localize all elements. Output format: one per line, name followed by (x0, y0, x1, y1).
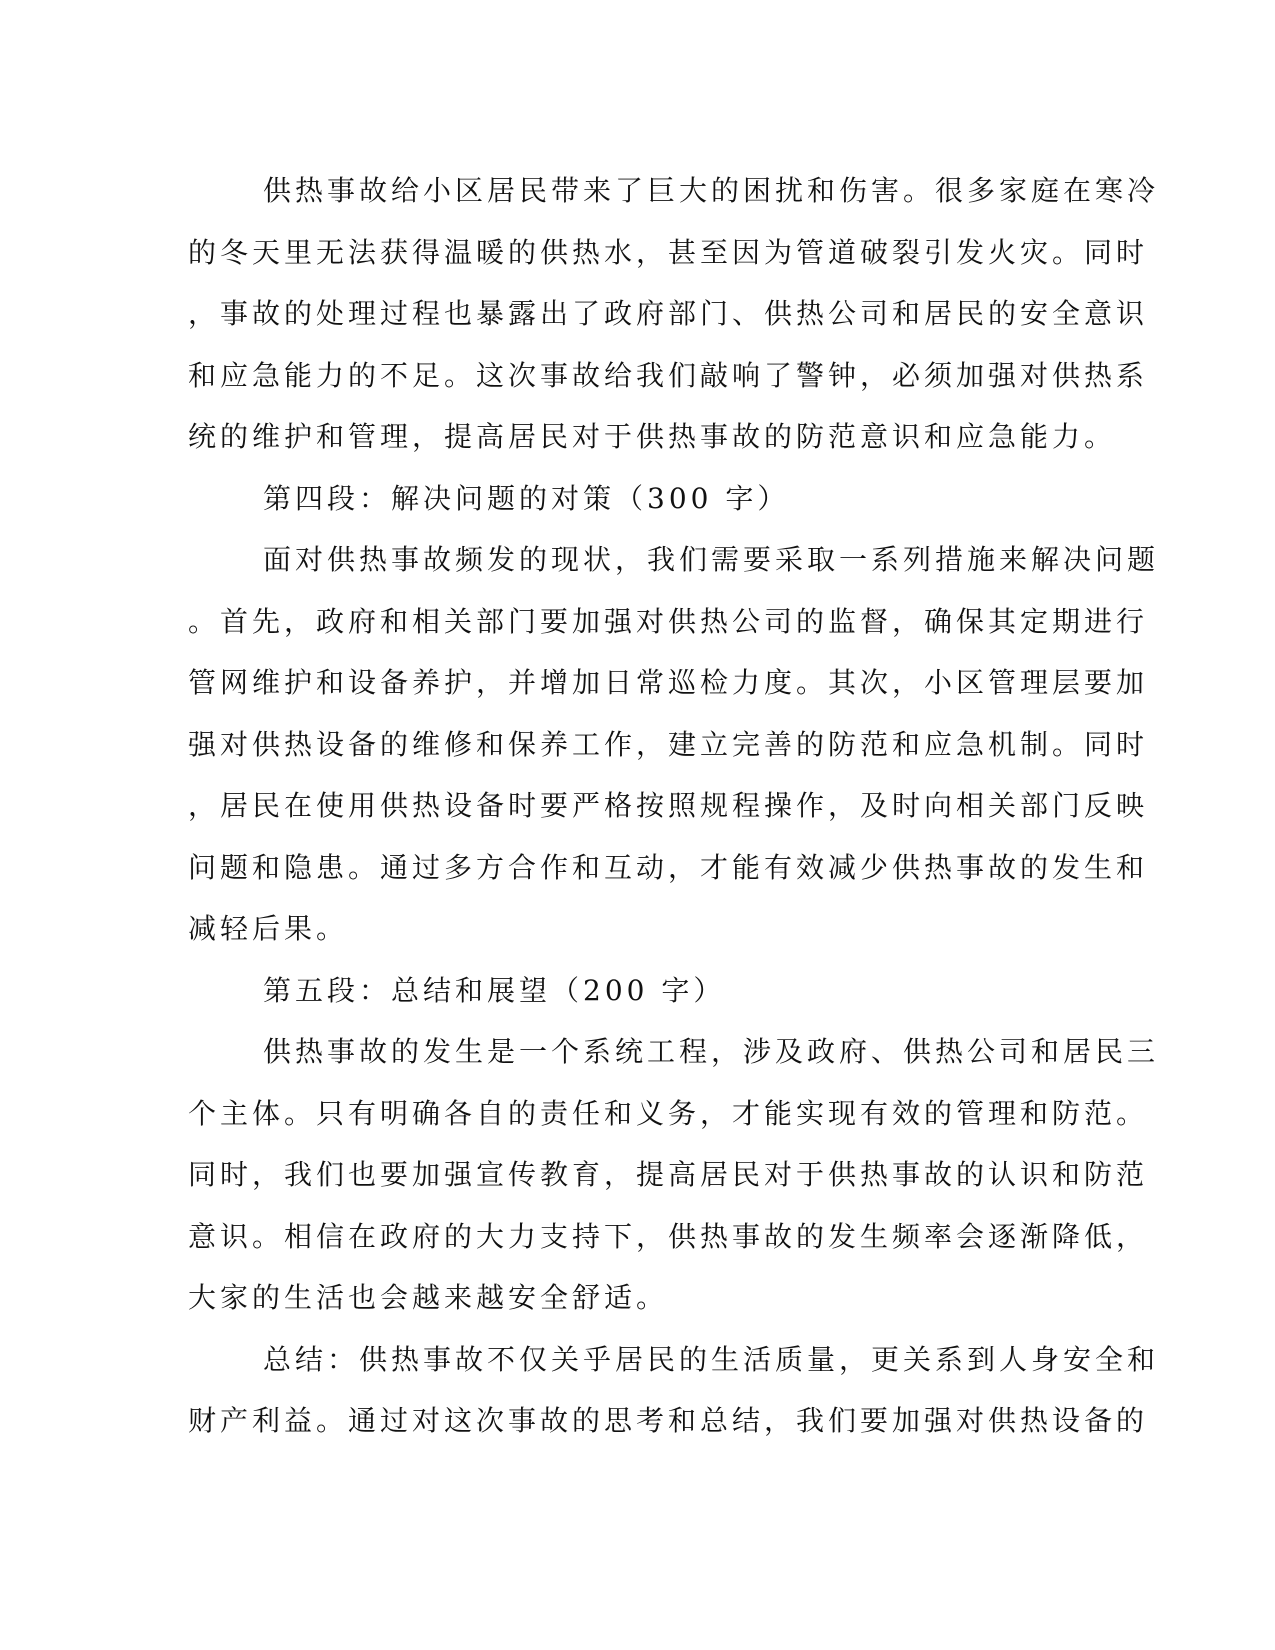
paragraph-line: 意识。相信在政府的大力支持下，供热事故的发生频率会逐渐降低， (188, 1219, 1149, 1253)
paragraph-line: ，事故的处理过程也暴露出了政府部门、供热公司和居民的安全意识 (188, 297, 1149, 330)
paragraph-line: 供热事故的发生是一个系统工程，涉及政府、供热公司和居民三 (263, 1035, 1160, 1068)
paragraph-line: 面对供热事故频发的现状，我们需要采取一系列措施来解决问题 (263, 543, 1160, 576)
section-heading: 第五段：总结和展望（200 字） (263, 973, 726, 1007)
section-heading: 第四段：解决问题的对策（300 字） (263, 481, 790, 515)
paragraph-line: 强对供热设备的维修和保养工作，建立完善的防范和应急机制。同时 (188, 727, 1149, 761)
paragraph-line: 的冬天里无法获得温暖的供热水，甚至因为管道破裂引发火灾。同时 (188, 235, 1149, 269)
summary-line: 总结：供热事故不仅关乎居民的生活质量，更关系到人身安全和 (263, 1342, 1160, 1376)
paragraph-line: 管网维护和设备养护，并增加日常巡检力度。其次，小区管理层要加 (188, 666, 1149, 699)
paragraph-line: 统的维护和管理，提高居民对于供热事故的防范意识和应急能力。 (188, 420, 1117, 453)
paragraph-line: 减轻后果。 (188, 912, 349, 945)
paragraph-line: 大家的生活也会越来越安全舒适。 (188, 1281, 669, 1314)
paragraph-line: 问题和隐患。通过多方合作和互动，才能有效减少供热事故的发生和 (188, 850, 1149, 884)
paragraph-line: 和应急能力的不足。这次事故给我们敲响了警钟，必须加强对供热系 (188, 358, 1149, 392)
paragraph-line: 。首先，政府和相关部门要加强对供热公司的监督，确保其定期进行 (188, 604, 1149, 638)
paragraph-line: 个主体。只有明确各自的责任和义务，才能实现有效的管理和防范。 (188, 1096, 1149, 1130)
paragraph-line: 同时，我们也要加强宣传教育，提高居民对于供热事故的认识和防范 (188, 1158, 1149, 1191)
document-body (188, 160, 1160, 1452)
summary-line: 财产利益。通过对这次事故的思考和总结，我们要加强对供热设备的 (188, 1404, 1149, 1437)
paragraph-line: 供热事故给小区居民带来了巨大的困扰和伤害。很多家庭在寒冷 (263, 174, 1160, 207)
paragraph-line: ，居民在使用供热设备时要严格按照规程操作，及时向相关部门反映 (188, 789, 1149, 822)
